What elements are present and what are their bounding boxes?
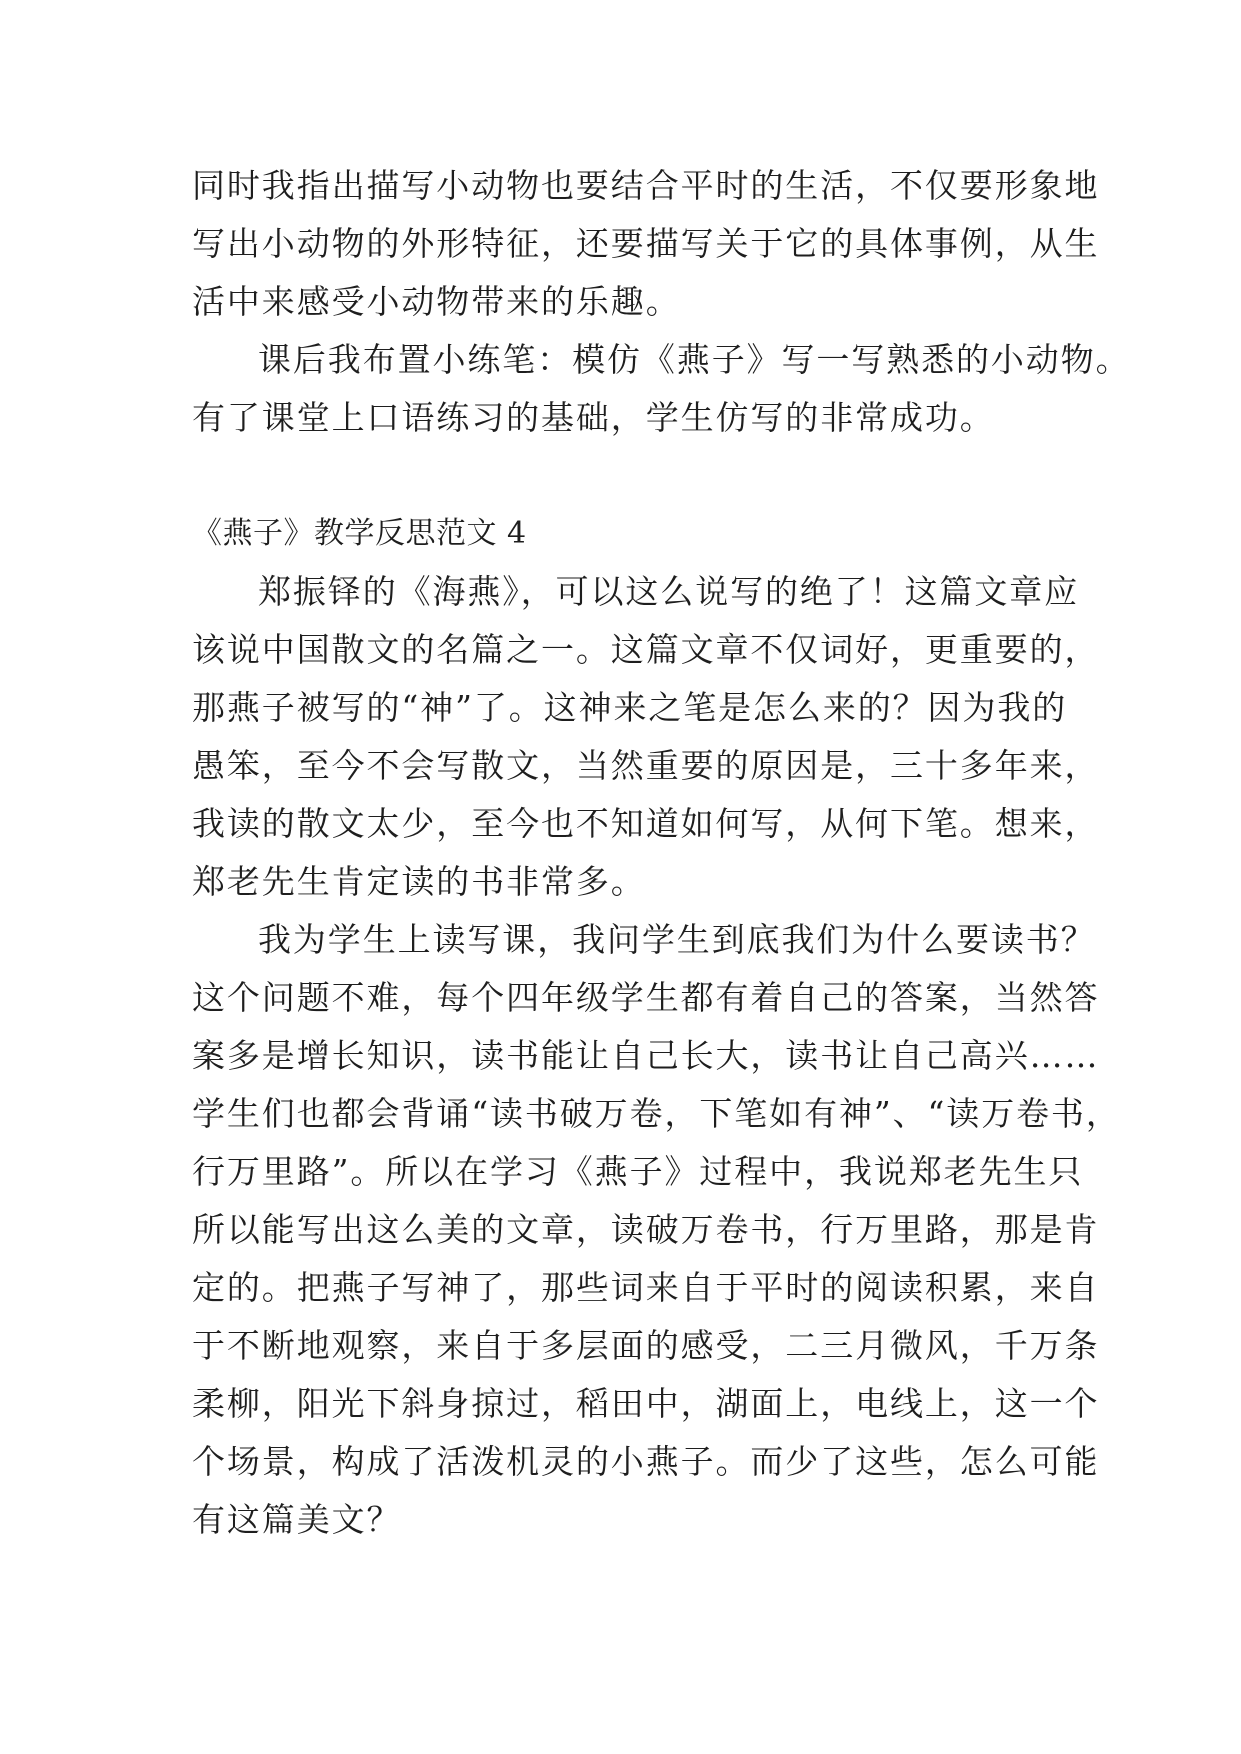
text-line: 学生们也都会背诵“读书破万卷，下笔如有神”、“读万卷书， bbox=[192, 1094, 1121, 1133]
text-line: 该说中国散文的名篇之一。这篇文章不仅词好，更重要的， bbox=[192, 630, 1100, 669]
text-line: 那燕子被写的“神”了。这神来之笔是怎么来的？因为我的 bbox=[192, 688, 1068, 727]
text-line: 于不断地观察，来自于多层面的感受，二三月微风，千万条 bbox=[192, 1326, 1100, 1365]
text-line: 行万里路”。所以在学习《燕子》过程中，我说郑老先生只 bbox=[192, 1152, 1084, 1191]
text-line: 有了课堂上口语练习的基础，学生仿写的非常成功。 bbox=[192, 398, 995, 437]
text-line: 郑老先生肯定读的书非常多。 bbox=[192, 862, 646, 901]
text-line: 案多是增长知识，读书能让自己长大，读书让自己高兴…… bbox=[192, 1036, 1100, 1075]
text-line: 有这篇美文？ bbox=[192, 1500, 402, 1539]
text-line: 柔柳，阳光下斜身掠过，稻田中，湖面上，电线上，这一个 bbox=[192, 1384, 1100, 1423]
text-line: 同时我指出描写小动物也要结合平时的生活，不仅要形象地 bbox=[192, 166, 1100, 205]
text-line: 我读的散文太少，至今也不知道如何写，从何下笔。想来， bbox=[192, 804, 1100, 843]
text-line: 课后我布置小练笔：模仿《燕子》写一写熟悉的小动物。 bbox=[258, 340, 1131, 379]
text-line: 郑振铎的《海燕》，可以这么说写的绝了！这篇文章应 bbox=[258, 572, 1080, 611]
text-line: 这个问题不难，每个四年级学生都有着自己的答案，当然答 bbox=[192, 978, 1100, 1017]
text-line: 愚笨，至今不会写散文，当然重要的原因是，三十多年来， bbox=[192, 746, 1100, 785]
text-line: 写出小动物的外形特征，还要描写关于它的具体事例，从生 bbox=[192, 224, 1100, 263]
text-line: 定的。把燕子写神了，那些词来自于平时的阅读积累，来自 bbox=[192, 1268, 1100, 1307]
text-line: 个场景，构成了活泼机灵的小燕子。而少了这些，怎么可能 bbox=[192, 1442, 1100, 1481]
text-line: 活中来感受小动物带来的乐趣。 bbox=[192, 282, 681, 321]
text-line: 我为学生上读写课，我问学生到底我们为什么要读书？ bbox=[258, 920, 1096, 959]
text-line: 所以能写出这么美的文章，读破万卷书，行万里路，那是肯 bbox=[192, 1210, 1100, 1249]
section-heading: 《燕子》教学反思范文 4 bbox=[192, 516, 527, 551]
